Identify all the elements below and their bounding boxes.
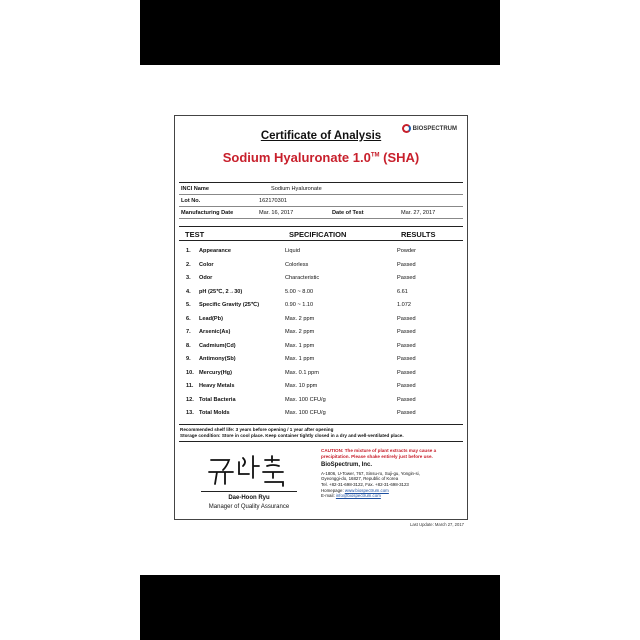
test-name: Odor [199,275,213,281]
result-value: Passed [397,410,416,416]
result-value: Passed [397,261,416,268]
test-name: Arsenic(As) [199,329,231,335]
result-value: Passed [397,356,416,362]
row-number: 11. [186,383,194,389]
table-row [179,408,463,422]
signature-line [201,491,297,492]
test-table [179,246,463,422]
row-number: 10. [186,369,194,376]
test-name: Total Bacteria [199,396,236,403]
specification-value: Max. 10 ppm [285,383,318,389]
lot-value: 162170301 [259,198,287,204]
certificate-document [174,115,468,520]
test-name: Specific Gravity (25℃) [199,302,260,308]
result-value: 1.072 [397,302,411,308]
mfg-date-value: Mar. 16, 2017 [259,210,294,216]
row-number: 8. [186,342,191,349]
specification-value: Characteristic [285,275,320,281]
info-row-dates [179,207,463,219]
result-value: 6.61 [397,288,408,295]
trademark-mark: TM [370,152,380,159]
storage-notes [179,424,463,442]
column-header-test: TEST [185,230,205,239]
test-name: Antimony(Sb) [199,356,236,362]
info-row-inci [179,183,463,195]
table-row [179,246,463,260]
company-phone: Tel. +82-31-698-3122, Fax. +82-31-698-3123 [321,481,409,487]
black-bar-bottom [140,575,500,640]
caution-note: CAUTION: The mixture of plant extracts may cause a precipitation. Please shake entirely just before use. [321,448,437,459]
handwritten-signature [203,452,293,490]
specification-value: 5.00 ~ 8.00 [285,288,314,295]
result-value: Passed [397,275,416,281]
test-name: Heavy Metals [199,383,235,389]
result-value: Passed [397,315,416,322]
row-number: 3. [186,275,191,281]
row-number: 9. [186,356,191,362]
row-number: 12. [186,396,194,403]
table-row [179,314,463,328]
company-address-line1: A-1806, U-Tower, 767, Sinsu-ro, Suji-gu, Yongin-si, [321,470,420,476]
storage-condition-note: Storage condition: Store in cool place. Keep container tightly closed in a dry and well-ventilated place. [180,433,404,438]
specification-value: Max. 2 ppm [285,315,315,322]
document-title: Certificate of Analysis [260,130,382,142]
row-number: 5. [186,302,191,308]
product-name [175,150,467,165]
row-number: 2. [186,261,191,268]
table-row [179,273,463,287]
result-value: Passed [397,342,416,349]
specification-value: 0.90 ~ 1.10 [285,302,314,308]
row-number: 6. [186,315,191,322]
row-number: 13. [186,410,194,416]
product-suffix: (SHA) [379,150,420,165]
email-label: E-mail: [321,493,336,499]
test-name: Total Molds [199,410,230,416]
table-row [179,260,463,274]
result-value: Passed [397,369,416,376]
lot-label: Lot No. [181,198,201,204]
specification-value: Max. 100 CFU/g [285,410,326,416]
email-link[interactable]: info@biospectrum.com [335,493,381,499]
table-row [179,354,463,368]
last-update: Last Update: March 27, 2017 [409,522,464,527]
shelf-life-note: Recommended shelf life: 3 years before opening / 1 year after opening [180,427,334,432]
homepage-label: Homepage: [321,487,345,493]
test-date-value: Mar. 27, 2017 [401,210,436,216]
row-number: 1. [186,248,191,254]
inci-value: Sodium Hyaluronate [271,186,322,192]
specification-value: Max. 2 ppm [285,329,315,335]
table-header [179,226,463,241]
table-row [179,327,463,341]
product-info [179,182,463,219]
test-name: Color [199,261,214,268]
test-name: Appearance [199,248,232,254]
company-email [321,493,465,499]
row-number: 7. [186,329,191,335]
table-row [179,300,463,314]
signer-title: Manager of Quality Assurance [208,504,290,510]
specification-value: Max. 1 ppm [285,356,315,362]
company-address-line2: Gyeonggi-do, 16827, Republic of Korea [321,476,399,482]
column-header-results: RESULTS [401,230,436,239]
specification-value: Max. 0.1 ppm [285,369,319,376]
mfg-date-label: Manufacturing Date [181,210,234,216]
table-row [179,287,463,301]
signature-block [179,448,319,518]
result-value: Powder [397,248,416,254]
test-name: Mercury(Hg) [199,369,232,376]
signer-name: Dae-Hoon Ryu [228,495,270,501]
table-row [179,341,463,355]
specification-value: Max. 1 ppm [285,342,315,349]
test-name: Cadmium(Cd) [199,342,236,349]
column-header-specification: SPECIFICATION [289,230,347,239]
product-name-text: Sodium Hyaluronate 1.0 [222,150,371,165]
test-name: Lead(Pb) [199,315,223,322]
inci-label: INCI Name [181,186,209,192]
specification-value: Colorless [285,261,309,268]
logo-text: BIOSPECTRUM [412,125,457,132]
result-value: Passed [397,396,416,403]
homepage-link[interactable]: www.biospectrum.com [344,487,389,493]
test-date-label: Date of Test [332,210,364,216]
specification-value: Max. 100 CFU/g [285,396,326,403]
black-bar-top [140,0,500,65]
result-value: Passed [397,383,416,389]
result-value: Passed [397,329,416,335]
test-name: pH (25℃, 2→30) [199,288,243,295]
row-number: 4. [186,288,191,295]
specification-value: Liquid [285,248,300,254]
table-row [179,381,463,395]
table-row [179,368,463,382]
company-name: BioSpectrum, Inc. [321,462,373,469]
table-row [179,395,463,409]
info-row-lot [179,195,463,207]
company-info [321,448,465,499]
